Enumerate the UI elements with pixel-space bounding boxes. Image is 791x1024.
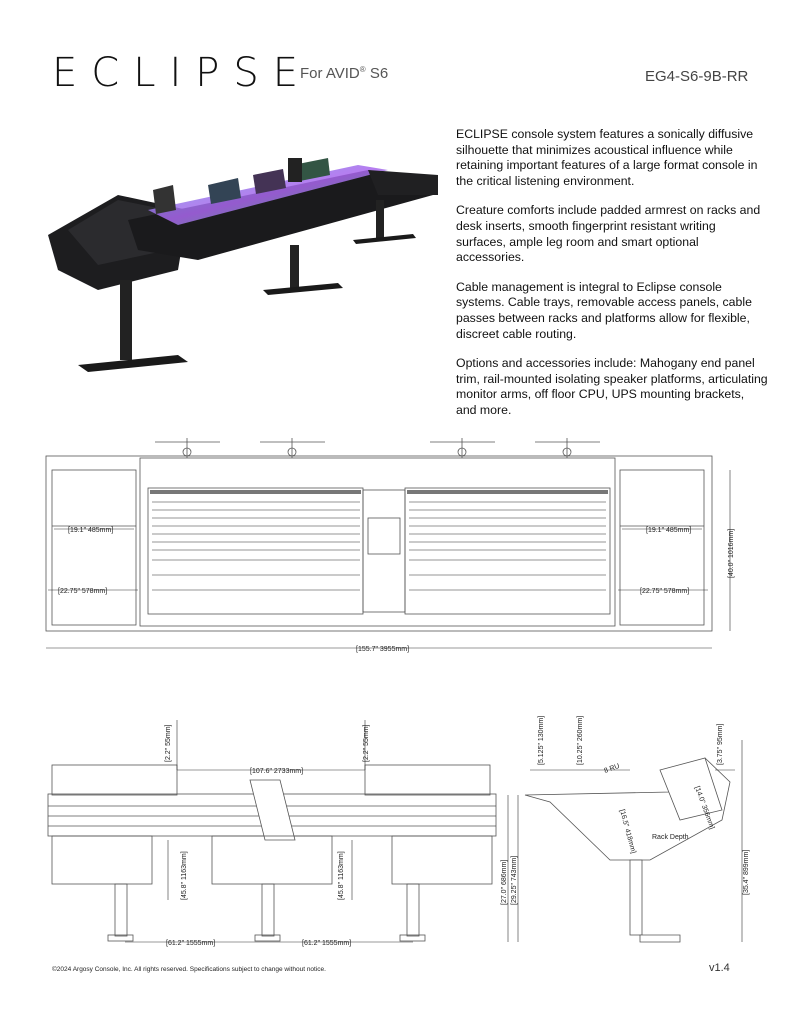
subtitle-prefix: For AVID [300,65,360,82]
description-paragraph: Cable management is integral to Eclipse console systems. Cable trays, removable access panels, cable passes between racks and platforms allow for flexible, discreet cable routing. [456,279,752,341]
dim-diag-a: [14.0" 356mm] [693,785,716,831]
model-number: EG4-S6-9B-RR [645,68,749,85]
dim-overall-height: [40.0" 1016mm] [728,528,735,578]
description-paragraph: Options and accessories include: Mahogany end panel trim, rail-mounted isolating speaker platforms, articulating monitor arms, off floor CPU, UPS mounting brackets, and more. [456,356,768,417]
dim-leg-span-right: [61.2" 1555mm] [302,940,352,947]
dim-knee-right: [45.8" 1163mm] [338,851,345,900]
dim-gap-right: [2.2" 55mm] [363,724,370,762]
dim-rack-outer-left: [22.75" 578mm] [58,588,108,595]
version: v1.4 [709,962,730,974]
dim-ru: 8 RU [603,762,621,775]
rear-view-drawing [40,710,510,955]
dim-knee-left: [45.8" 1163mm] [181,851,188,900]
dim-top-a: [5.125" 130mm] [538,715,545,765]
front-elevation-drawing [40,430,750,660]
registered-mark: ® [359,65,366,74]
subtitle-suffix: S6 [365,65,389,82]
dim-center-width: [107.6" 2733mm] [250,768,304,775]
dim-gap-left: [2.2" 55mm] [165,724,172,762]
side-view-drawing [490,710,760,955]
dim-height-3: [35.4" 899mm] [743,849,750,895]
dim-rack-width-left: [19.1" 485mm] [68,527,114,534]
dim-leg-span-left: [61.2" 1555mm] [166,940,216,947]
dim-height-2: [27.0" 686mm] [501,859,508,905]
description-paragraph: ECLIPSE console system features a sonically diffusive silhouette that minimizes acoustical influence while retaining important features of a large format console in the critical listening environment. [456,127,758,188]
dim-height-1: [29.25" 743mm] [511,855,518,905]
dim-rack-width-right: [19.1" 485mm] [646,527,692,534]
dim-rack-outer-right: [22.75" 578mm] [640,588,690,595]
description [456,127,768,433]
dim-top-c: [3.75" 95mm] [717,723,724,765]
dim-overall-width: [155.7" 3955mm] [356,646,410,653]
eclipse-logo: ECLIPSE [52,50,313,96]
description-paragraph: Creature comforts include padded armrest on racks and desk inserts, smooth fingerprint resistant writing surfaces, ample leg room and smart optional accessories. [456,203,761,265]
dim-diag-b: [16.5" 418mm] [618,808,637,855]
subtitle [300,65,388,82]
console-photo [38,150,438,390]
copyright: ©2024 Argosy Console, Inc. All rights reserved. Specifications subject to change without notice. [52,966,326,973]
dim-top-b: [10.25" 260mm] [577,715,584,765]
rack-depth-label: Rack Depth [652,834,689,841]
